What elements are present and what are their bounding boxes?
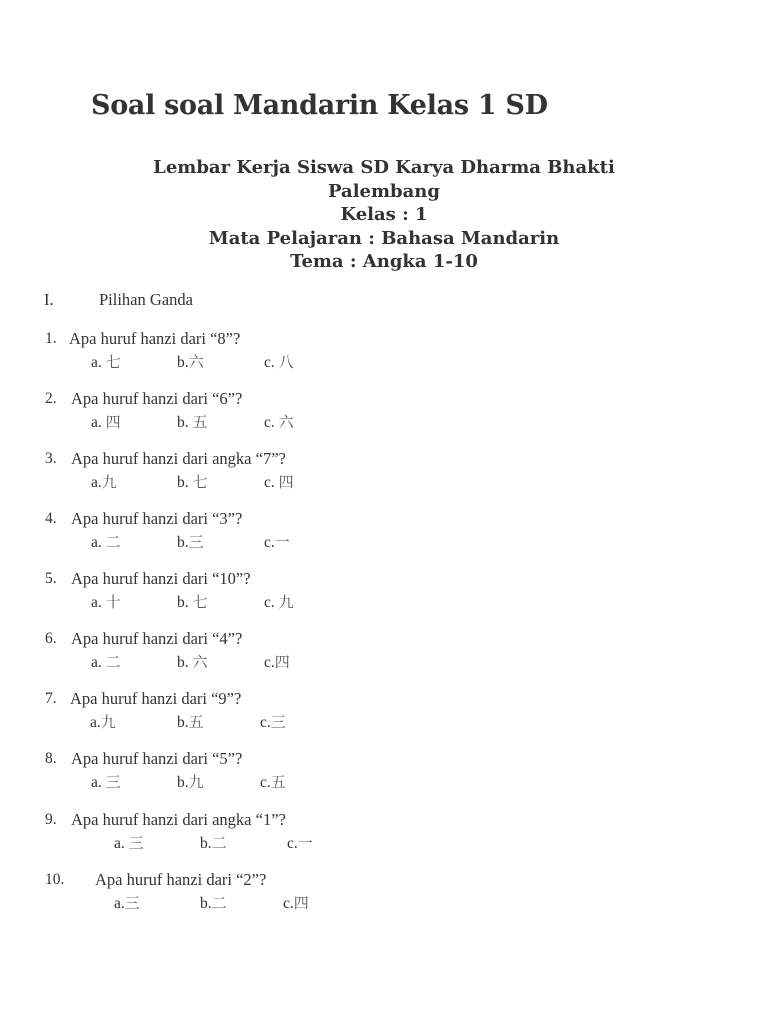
header-school-line: Lembar Kerja Siswa SD Karya Dharma Bhakti <box>153 157 615 178</box>
option-c: c.四 <box>283 894 309 912</box>
page-title: Soal soal Mandarin Kelas 1 SD <box>91 90 548 121</box>
option-b: b.三 <box>177 533 204 551</box>
question-text: Apa huruf hanzi dari “9”? <box>70 689 242 708</box>
option-b: b. 五 <box>177 413 208 431</box>
option-b: b.九 <box>177 773 204 791</box>
section-number: I. <box>44 290 54 309</box>
question-number: 8. <box>45 750 57 767</box>
option-a: a. 二 <box>91 533 121 551</box>
option-c: c.四 <box>264 653 290 671</box>
question-text: Apa huruf hanzi dari “2”? <box>95 870 267 889</box>
header-city-line: Palembang <box>328 180 440 202</box>
option-c: c. 四 <box>264 473 294 491</box>
header-theme-line: Tema : Angka 1-10 <box>290 251 478 272</box>
question-number: 6. <box>45 630 57 647</box>
question-text: Apa huruf hanzi dari “6”? <box>71 389 243 408</box>
option-a: a. 四 <box>91 413 121 431</box>
option-c: c.三 <box>260 713 286 731</box>
option-c: c.一 <box>287 834 313 852</box>
option-b: b. 七 <box>177 593 208 611</box>
question-number: 1. <box>45 330 57 347</box>
option-b: b.五 <box>177 713 204 731</box>
option-c: c. 六 <box>264 413 294 431</box>
header-subject-line: Mata Pelajaran : Bahasa Mandarin <box>208 227 560 249</box>
option-a: a. 十 <box>91 593 121 611</box>
option-b: b. 七 <box>177 473 208 491</box>
option-c: c. 八 <box>264 353 294 371</box>
option-b: b.六 <box>177 353 204 371</box>
question-text: Apa huruf hanzi dari “4”? <box>71 629 243 648</box>
question-number: 3. <box>45 450 57 467</box>
option-c: c.五 <box>260 773 286 791</box>
question-number: 9. <box>45 811 57 828</box>
worksheet-header <box>0 156 768 274</box>
question-text: Apa huruf hanzi dari “10”? <box>71 569 251 588</box>
question-text: Apa huruf hanzi dari “5”? <box>71 749 243 768</box>
question-text: Apa huruf hanzi dari angka “7”? <box>71 449 286 468</box>
option-c: c.一 <box>264 533 290 551</box>
option-a: a. 三 <box>91 773 121 791</box>
option-c: c. 九 <box>264 593 294 611</box>
option-a: a. 三 <box>114 834 144 852</box>
option-a: a.九 <box>90 713 116 731</box>
option-a: a. 七 <box>91 353 121 371</box>
question-number: 7. <box>45 690 57 707</box>
question-number: 2. <box>45 390 57 407</box>
question-text: Apa huruf hanzi dari “8”? <box>69 329 241 348</box>
option-a: a. 二 <box>91 653 121 671</box>
question-text: Apa huruf hanzi dari angka “1”? <box>71 810 286 829</box>
question-number: 5. <box>45 570 57 587</box>
section-label: Pilihan Ganda <box>99 290 193 309</box>
option-b: b. 六 <box>177 653 208 671</box>
option-b: b.二 <box>200 894 227 912</box>
header-class-line: Kelas : 1 <box>340 204 428 225</box>
option-a: a.三 <box>114 894 140 912</box>
question-number: 4. <box>45 510 57 527</box>
option-b: b.二 <box>200 834 227 852</box>
option-a: a.九 <box>91 473 117 491</box>
question-number: 10. <box>45 871 65 888</box>
question-text: Apa huruf hanzi dari “3”? <box>71 509 243 528</box>
